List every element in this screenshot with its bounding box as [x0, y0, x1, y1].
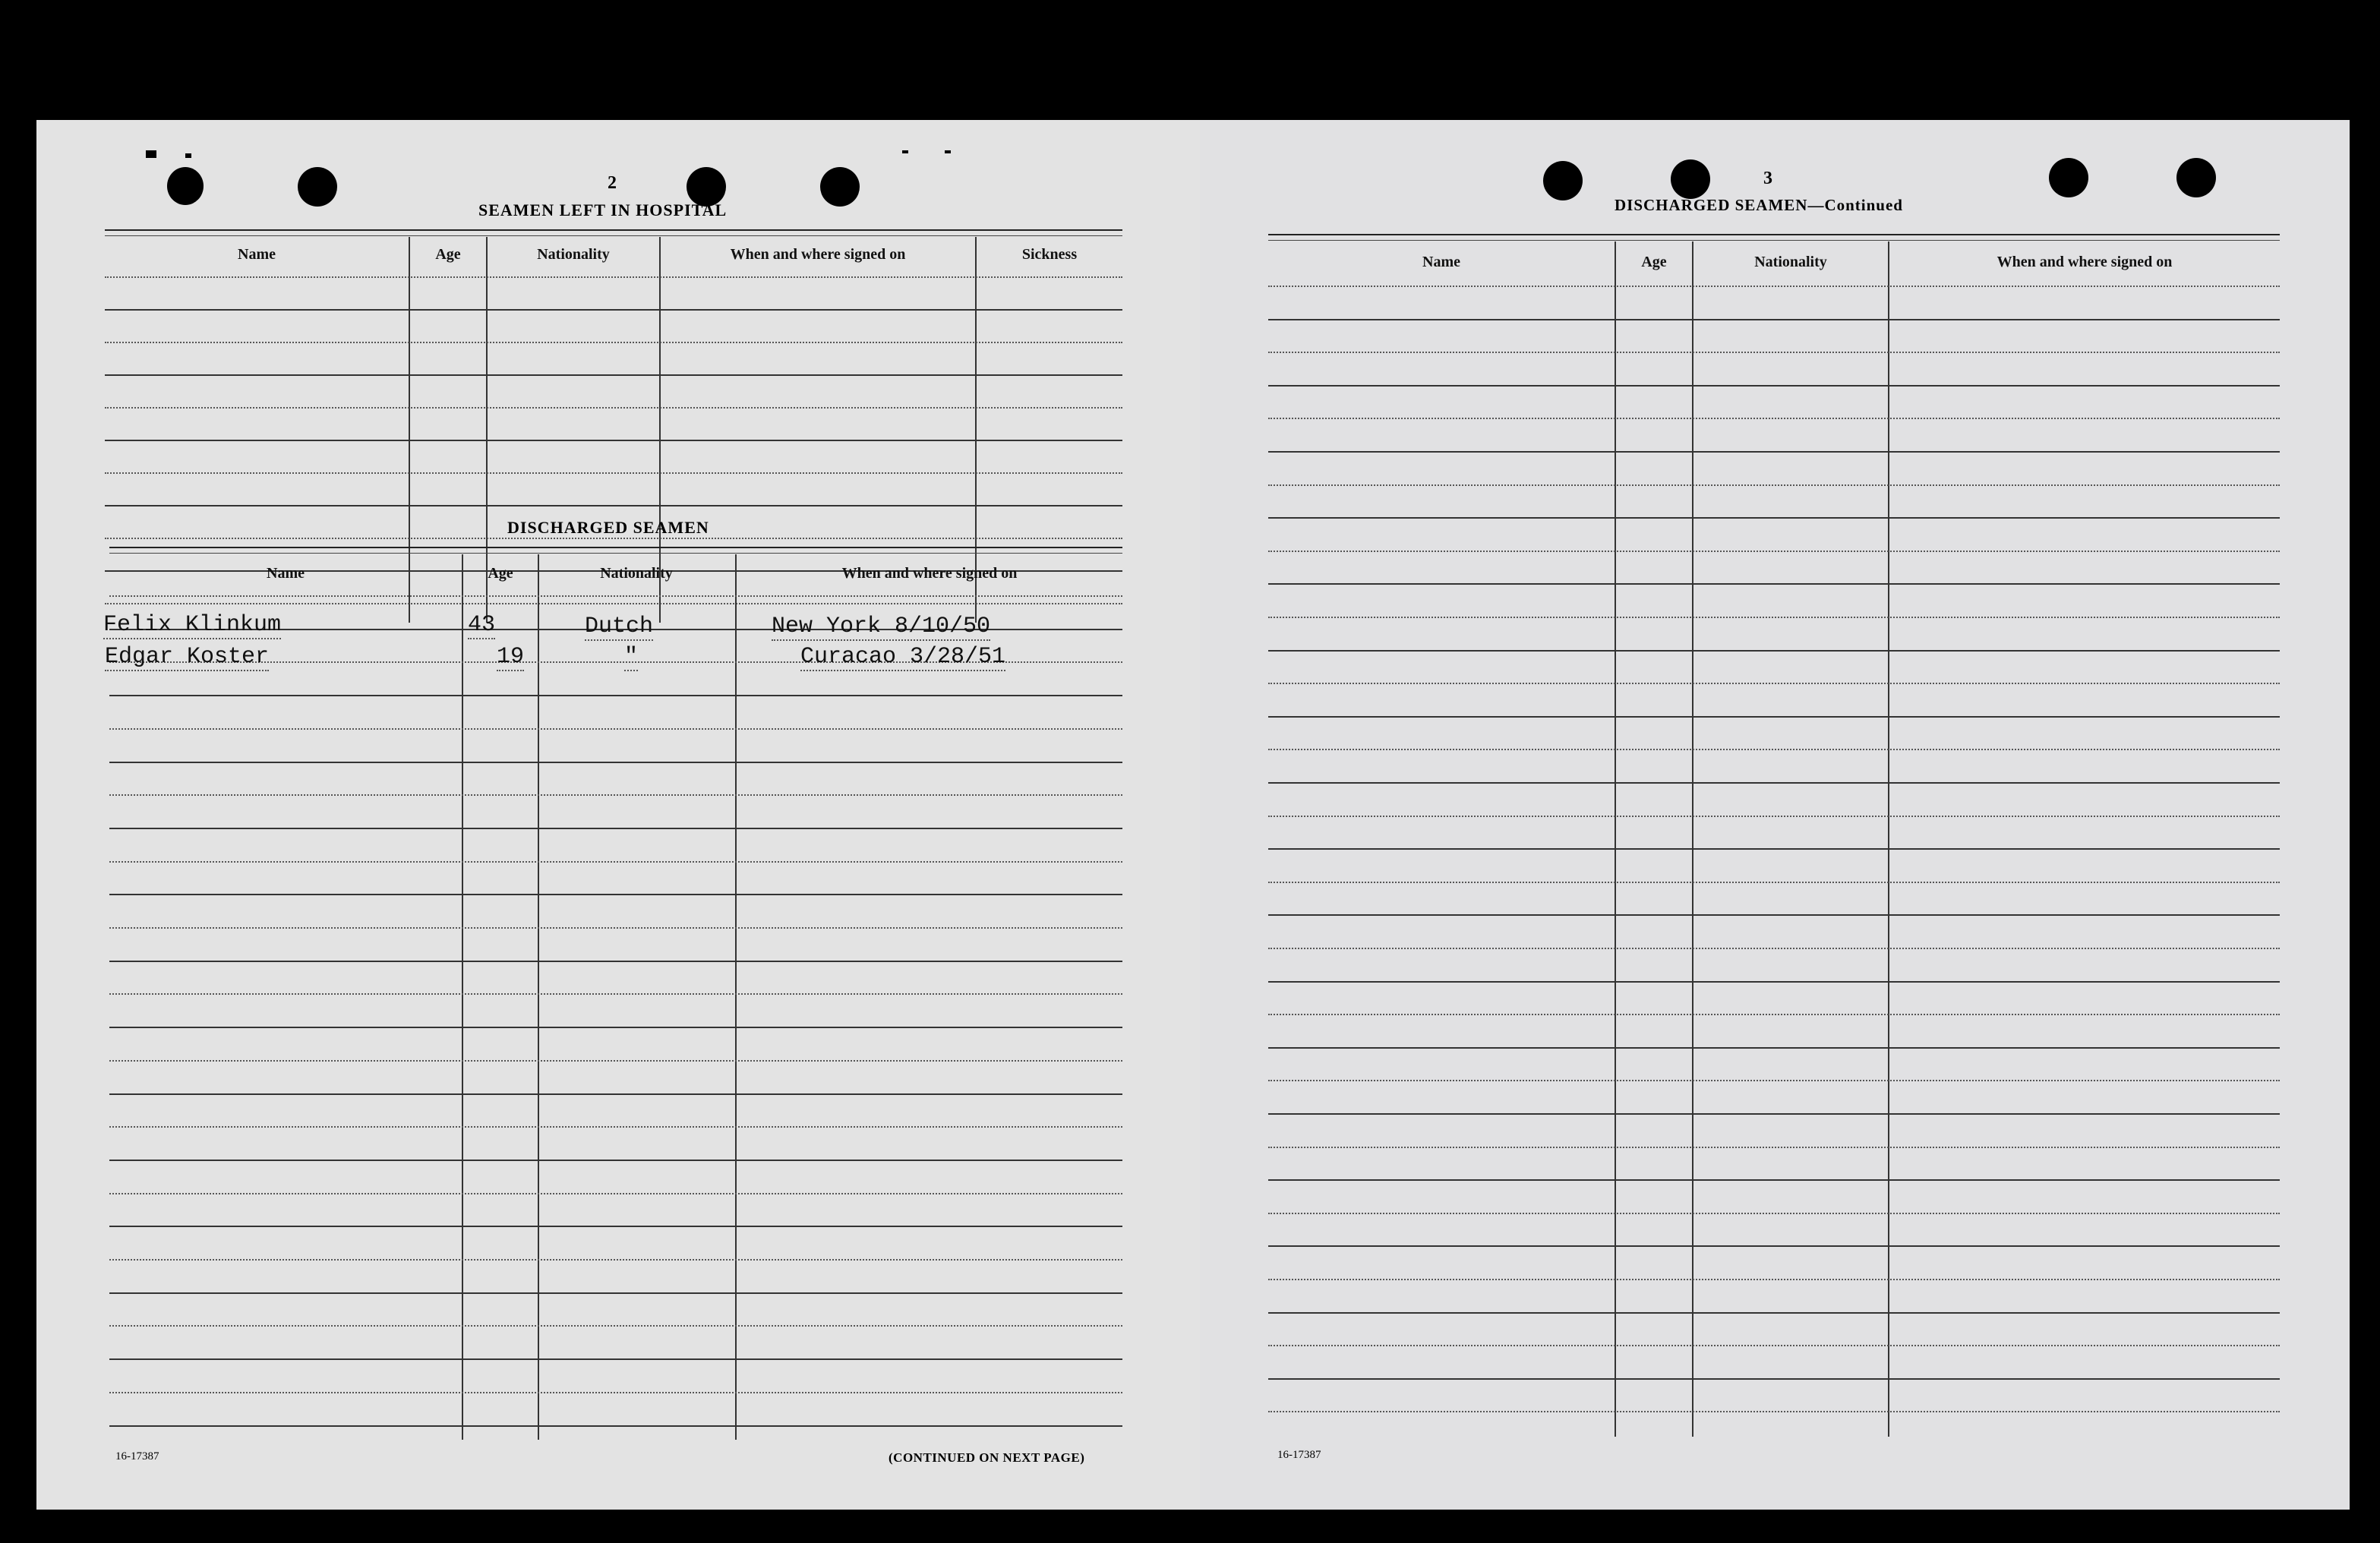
discharged-continued-table: [1268, 234, 2280, 1437]
column-header-name: Name: [267, 565, 305, 582]
punch-hole: [167, 167, 204, 205]
ruled-line: [109, 1425, 1122, 1427]
ruled-line: [1268, 882, 2280, 883]
ruled-line: [109, 1392, 1122, 1393]
ruled-line: [109, 1093, 1122, 1095]
ruled-line: [109, 1259, 1122, 1261]
column-header-age: Age: [435, 246, 461, 263]
ruled-line: [1268, 782, 2280, 784]
ruled-line: [1268, 1279, 2280, 1280]
ink-smudge: [146, 150, 156, 158]
ruled-line: [105, 538, 1122, 539]
ruled-line: [1268, 848, 2280, 850]
column-header-name: Name: [238, 246, 276, 263]
ruled-line: [105, 374, 1122, 376]
form-number: 16-17387: [115, 1450, 159, 1463]
column-header-nationality: Nationality: [1754, 254, 1827, 270]
ruled-line: [109, 1060, 1122, 1062]
ruled-line: [109, 828, 1122, 829]
ruled-line: [1268, 749, 2280, 750]
ruled-line: [109, 794, 1122, 796]
ruled-line: [109, 1292, 1122, 1294]
punch-hole: [1671, 159, 1710, 199]
punch-hole: [1543, 161, 1583, 200]
ruled-line: [1268, 981, 2280, 983]
ruled-line: [1268, 1147, 2280, 1148]
ruled-line: [1268, 683, 2280, 684]
ruled-line: [1268, 1378, 2280, 1380]
ink-smudge: [185, 153, 191, 158]
ruled-line: [1268, 352, 2280, 353]
page-number: 3: [1763, 169, 1772, 188]
ruled-line: [105, 407, 1122, 409]
column-header-nationality: Nationality: [600, 565, 673, 582]
entry-age: 43: [468, 612, 496, 638]
column-header-age: Age: [1641, 254, 1667, 270]
ruled-line: [105, 505, 1122, 506]
page-number: 2: [608, 173, 617, 193]
ruled-line: [109, 762, 1122, 763]
ruled-line: [1268, 517, 2280, 519]
column-header-signed-on: When and where signed on: [730, 246, 906, 263]
ruled-line: [1268, 1080, 2280, 1081]
ink-smudge: [902, 150, 908, 153]
ruled-line: [109, 1193, 1122, 1194]
ink-smudge: [945, 150, 951, 153]
ruled-line: [109, 993, 1122, 995]
ruled-line: [1268, 1179, 2280, 1181]
right-form-page: [1200, 120, 2350, 1510]
ruled-line: [105, 276, 1122, 278]
ruled-line: [1268, 1411, 2280, 1412]
ruled-line: [1268, 650, 2280, 652]
column-header-age: Age: [488, 565, 513, 582]
ruled-line: [1268, 583, 2280, 585]
ruled-line: [1268, 286, 2280, 287]
ruled-line: [109, 1126, 1122, 1128]
ruled-line: [1268, 617, 2280, 618]
left-form-page: [36, 120, 1203, 1510]
ruled-line: [1268, 1312, 2280, 1314]
entry-nationality: ": [624, 644, 639, 670]
ruled-line: [1268, 816, 2280, 817]
hospital-section-title: SEAMEN LEFT IN HOSPITAL: [478, 200, 728, 219]
column-header-signed-on: When and where signed on: [841, 565, 1018, 582]
column-header-signed-on: When and where signed on: [1996, 254, 2173, 270]
ruled-line: [105, 440, 1122, 441]
ruled-line: [105, 309, 1122, 311]
ruled-line: [109, 595, 1122, 597]
ruled-line: [1268, 1047, 2280, 1049]
entry-name: Felix Klinkum: [103, 612, 282, 638]
ruled-line: [1268, 451, 2280, 453]
ruled-line: [1268, 948, 2280, 949]
ruled-line: [1268, 551, 2280, 552]
entry-age: 19: [497, 644, 525, 670]
ruled-line: [109, 861, 1122, 863]
column-header-sickness: Sickness: [1021, 246, 1078, 263]
column-header-nationality: Nationality: [537, 246, 610, 263]
punch-hole: [298, 167, 337, 207]
entry-signed-on: Curacao 3/28/51: [800, 644, 1006, 670]
ruled-line: [109, 728, 1122, 730]
punch-hole: [2176, 158, 2216, 197]
ruled-line: [1268, 484, 2280, 486]
ruled-line: [1268, 1345, 2280, 1346]
ruled-line: [109, 961, 1122, 962]
form-number: 16-17387: [1277, 1449, 1321, 1461]
entry-signed-on: New York 8/10/50: [772, 614, 991, 639]
discharged-table: [109, 547, 1122, 1440]
punch-hole: [2049, 158, 2088, 197]
ruled-line: [105, 472, 1122, 474]
continued-note: (CONTINUED ON NEXT PAGE): [889, 1450, 1085, 1465]
ruled-line: [1268, 1245, 2280, 1247]
ruled-line: [109, 695, 1122, 696]
ruled-line: [109, 1027, 1122, 1028]
ruled-line: [109, 1325, 1122, 1327]
section-title: DISCHARGED SEAMEN—Continued: [1615, 196, 1903, 214]
column-header-name: Name: [1422, 254, 1460, 270]
ruled-line: [1268, 1113, 2280, 1115]
ruled-line: [1268, 1213, 2280, 1214]
entry-name: Edgar Koster: [105, 644, 270, 670]
entry-nationality: Dutch: [585, 614, 654, 639]
ruled-line: [1268, 418, 2280, 419]
punch-hole: [820, 167, 860, 207]
ruled-line: [1268, 1014, 2280, 1015]
ruled-line: [1268, 385, 2280, 387]
ruled-line: [109, 927, 1122, 929]
ruled-line: [109, 1358, 1122, 1360]
ruled-line: [109, 1160, 1122, 1161]
ruled-line: [109, 894, 1122, 895]
discharged-section-title: DISCHARGED SEAMEN: [507, 518, 709, 537]
ruled-line: [1268, 914, 2280, 916]
ruled-line: [105, 342, 1122, 343]
ruled-line: [109, 1226, 1122, 1227]
ruled-line: [1268, 319, 2280, 320]
ruled-line: [1268, 716, 2280, 718]
